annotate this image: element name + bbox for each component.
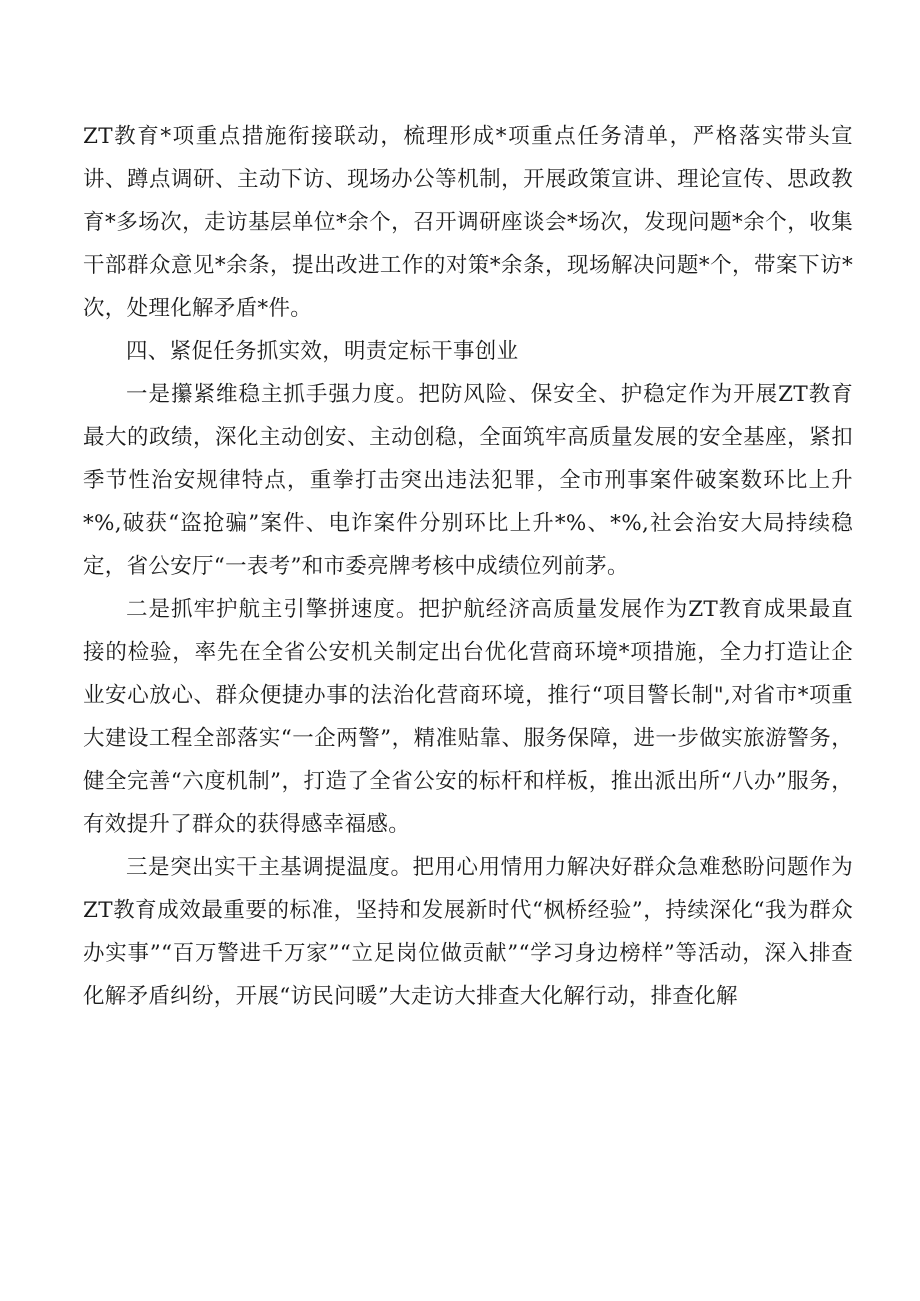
paragraph-people: 三是突出实干主基调提温度。把用心用情用力解决好群众急难愁盼问题作为ZT教育成效最重要的标准，坚持和发展新时代“枫桥经验”，持续深化“我为群众办实事”“百万警进千万家”“立足岗位做贡献”“学习身边榜样”等活动，深入排查化解矛盾纠纷，开展“访民问暖”大走访大排查大化解行动，排查化解 bbox=[83, 855, 853, 1009]
paragraph-economy: 二是抓牢护航主引擎拼速度。把护航经济高质量发展作为ZT教育成果最直接的检验，率先在全省公安机关制定出台优化营商环境*项措施，全力打造让企业安心放心、群众便捷办事的法治化营商环境，推行“项目警长制",对省市*项重大建设工程全部落实“一企两警”，精准贴靠、服务保障，进一步做实旅游警务，健全完善“六度机制”，打造了全省公安的标杆和样板，推出派出所“八办”服务，有效提升了群众的获得感幸福感。 bbox=[83, 597, 853, 837]
paragraph-continued: ZT教育*项重点措施衔接联动，梳理形成*项重点任务清单，严格落实带头宣讲、蹲点调研、主动下访、现场办公等机制，开展政策宣讲、理论宣传、思政教育*多场次，走访基层单位*余个，召开调研座谈会*场次，发现问题*余个，收集干部群众意见*余条，提出改进工作的对策*余条，现场解决问题*个，带案下访*次，处理化解矛盾*件。 bbox=[83, 124, 853, 321]
document-body bbox=[83, 115, 853, 1018]
section-heading-four: 四、紧促任务抓实效，明责定标干事创业 bbox=[126, 339, 519, 364]
paragraph-stability: 一是攥紧维稳主抓手强力度。把防风险、保安全、护稳定作为开展ZT教育最大的政绩，深化主动创安、主动创稳，全面筑牢高质量发展的安全基座，紧扣季节性治安规律特点，重拳打击突出违法犯罪，全市刑事案件破案数环比上升*%,破获“盗抢骗”案件、电诈案件分别环比上升*%、*%,社会治安大局持续稳定，省公安厅“一表考”和市委亮牌考核中成绩位列前茅。 bbox=[83, 382, 853, 579]
